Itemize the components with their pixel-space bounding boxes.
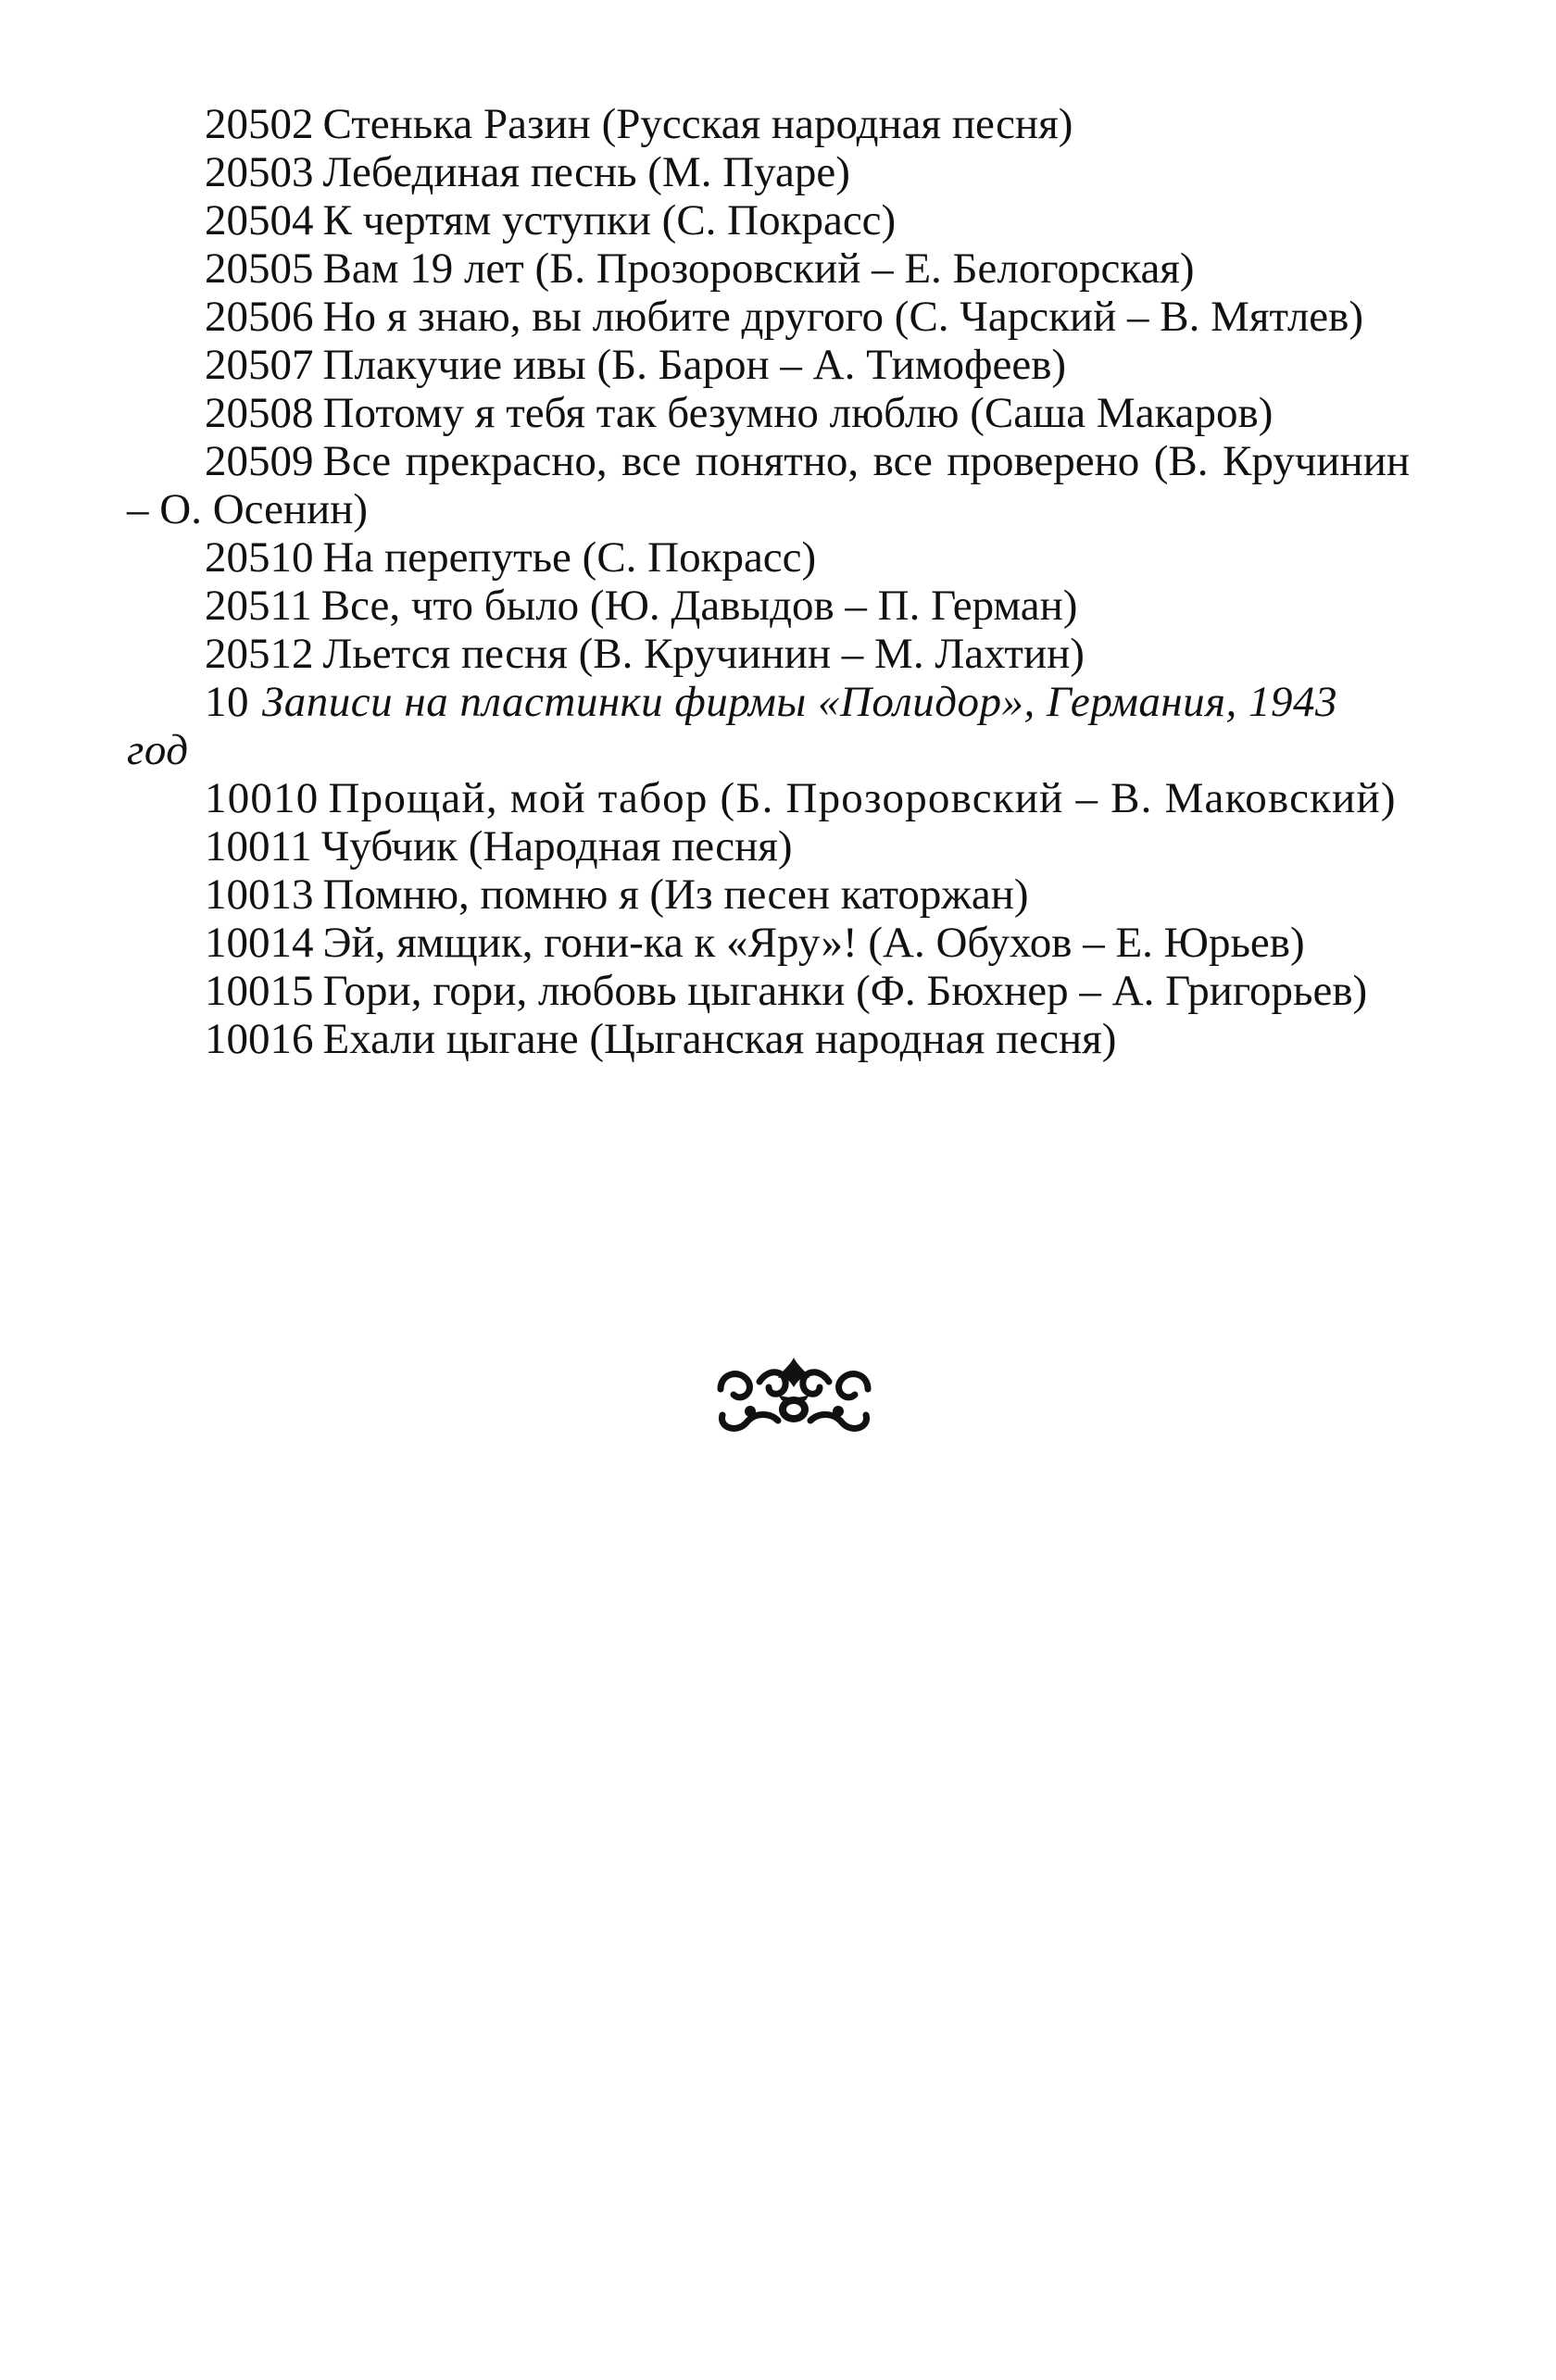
record-title: Ехали цыгане (Цыганская народная песня) <box>322 1015 1117 1063</box>
record-title: Но я знаю, вы любите другого (С. Чарский – В. Мятлев) <box>322 293 1364 341</box>
record-title: Вам 19 лет (Б. Прозоровский – Е. Белогорская) <box>322 244 1195 293</box>
section-number: 10 <box>205 678 249 726</box>
record-number: 20510 <box>205 533 314 582</box>
record-number: 20505 <box>205 244 314 293</box>
record-title: Лебединая песнь (М. Пуаре) <box>322 148 850 196</box>
record-title: Стенька Разин (Русская народная песня) <box>322 100 1073 148</box>
record-number: 20508 <box>205 389 314 437</box>
record-title: Гори, гори, любовь цыганки (Ф. Бюхнер – А. Григорьев) <box>322 967 1368 1015</box>
list-item <box>127 822 1410 871</box>
section-title: Записи на пластинки фирмы «Полидор», Германия, 1943 год <box>127 678 1338 774</box>
list-item <box>127 341 1410 389</box>
record-number: 20506 <box>205 293 314 341</box>
list-item <box>127 100 1410 148</box>
record-number: 20504 <box>205 196 314 244</box>
list-item <box>127 919 1410 967</box>
list-item <box>127 967 1410 1015</box>
list-item <box>127 630 1410 678</box>
list-item <box>127 871 1410 919</box>
discography-page <box>127 100 1410 1063</box>
list-item <box>127 293 1410 341</box>
record-title: Все прекрасно, все понятно, все проверено (В. Кручинин – О. Осенин) <box>127 437 1410 533</box>
record-number: 20507 <box>205 341 314 389</box>
record-number: 10016 <box>205 1015 314 1063</box>
record-number: 10015 <box>205 967 314 1015</box>
record-number: 20509 <box>205 437 314 485</box>
list-item <box>127 244 1410 293</box>
record-title: Чубчик (Народная песня) <box>320 822 793 871</box>
record-title: Льется песня (В. Кручинин – М. Лахтин) <box>322 630 1085 678</box>
list-item <box>127 582 1410 630</box>
list-item <box>127 774 1410 822</box>
list-item <box>127 148 1410 196</box>
record-title: Все, что было (Ю. Давыдов – П. Герман) <box>320 582 1078 630</box>
record-number: 10014 <box>205 919 314 967</box>
record-number: 10010 <box>205 774 320 822</box>
record-title: Потому я тебя так безумно люблю (Саша Макаров) <box>322 389 1274 437</box>
record-number: 10011 <box>205 822 312 871</box>
record-number: 20502 <box>205 100 314 148</box>
record-number: 20512 <box>205 630 314 678</box>
list-item <box>127 1015 1410 1063</box>
record-title: К чертям уступки (С. Покрасс) <box>322 196 897 244</box>
record-number: 20503 <box>205 148 314 196</box>
record-number: 20511 <box>205 582 312 630</box>
list-item <box>127 196 1410 244</box>
record-title: Эй, ямщик, гони-ка к «Яру»! (А. Обухов – Е. Юрьев) <box>322 919 1305 967</box>
list-item <box>127 437 1410 533</box>
record-title: Плакучие ивы (Б. Барон – А. Тимофеев) <box>322 341 1067 389</box>
decorative-scroll-ornament-icon <box>713 1354 875 1437</box>
record-title: На перепутье (С. Покрасс) <box>322 533 817 582</box>
list-item <box>127 389 1410 437</box>
record-title: Помню, помню я (Из песен каторжан) <box>322 871 1029 919</box>
record-number: 10013 <box>205 871 314 919</box>
record-title: Прощай, мой табор (Б. Прозоровский – В. Маковский) <box>328 774 1397 822</box>
list-item <box>127 533 1410 582</box>
section-heading <box>127 678 1410 774</box>
